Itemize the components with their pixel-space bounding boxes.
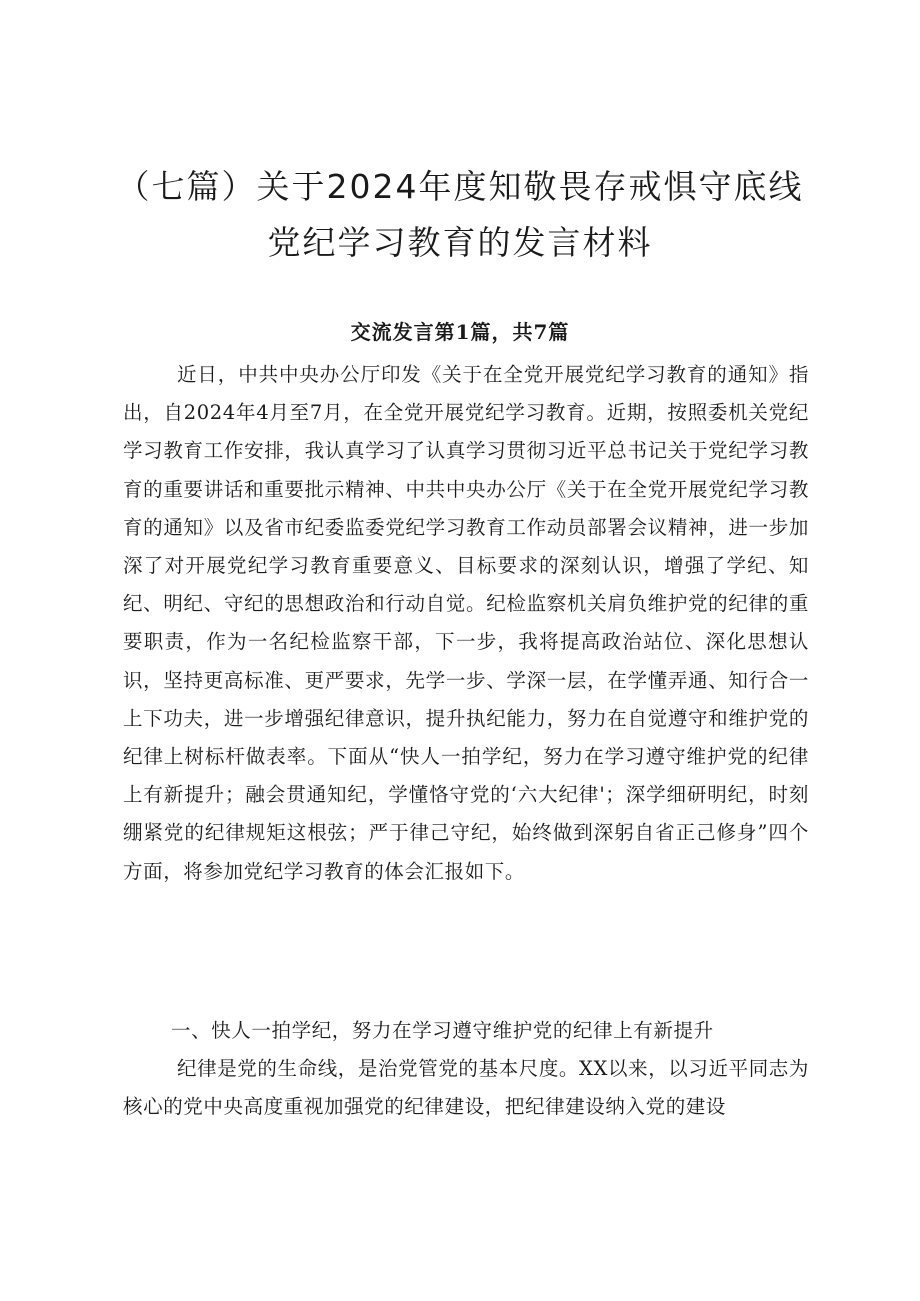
section-heading: 一、快人一拍学纪，努力在学习遵守维护党的纪律上有新提升 xyxy=(171,1019,714,1042)
document-title-line-1: （七篇）关于2024年度知敬畏存戒惧守底线 xyxy=(116,167,804,206)
document-title-line-2: 党纪学习教育的发言材料 xyxy=(267,223,653,262)
section-subtitle: 交流发言第1篇，共7篇 xyxy=(350,320,570,344)
body-paragraph: 近日，中共中央办公厅印发《关于在全党开展党纪学习教育的通知》指出，自2024年4月至7月，在全党开展党纪学习教育。近期，按照委机关党纪学习教育工作安排，我认真学习了认真学习贯彻习近平总书记关于党纪学习教育的重要讲话和重要批示精神、中共中央办公厅《关于在全党开展党纪学习教育的通知》以及省市纪委监委党纪学习教育工作动员部署会议精神，进一步加深了对开展党纪学习教育重要意义、目标要求的深刻认识，增强了学纪、知纪、明纪、守纪的思想政治和行动自觉。纪检监察机关肩负维护党的纪律的重要职责，作为一名纪检监察干部，下一步，我将提高政治站位、深化思想认识，坚持更高标准、更严要求，先学一步、学深一层，在学懂弄通、知行合一上下功夫，进一步增强纪律意识，提升执纪能力，努力在自觉遵守和维护党的纪律上树标杆做表率。下面从“快人一拍学纪，努力在学习遵守维护党的纪律上有新提升；融会贯通知纪，学懂恪守党的‘六大纪律'；深学细研明纪，时刻绷紧党的纪律规矩这根弦；严于律己守纪，始终做到深躬自省正己修身”四个方面，将参加党纪学习教育的体会汇报如下。 xyxy=(123,363,809,883)
body-paragraph: 纪律是党的生命线，是治党管党的基本尺度。XX以来，以习近平同志为核心的党中央高度重视加强党的纪律建设，把纪律建设纳入党的建设 xyxy=(123,1057,809,1119)
